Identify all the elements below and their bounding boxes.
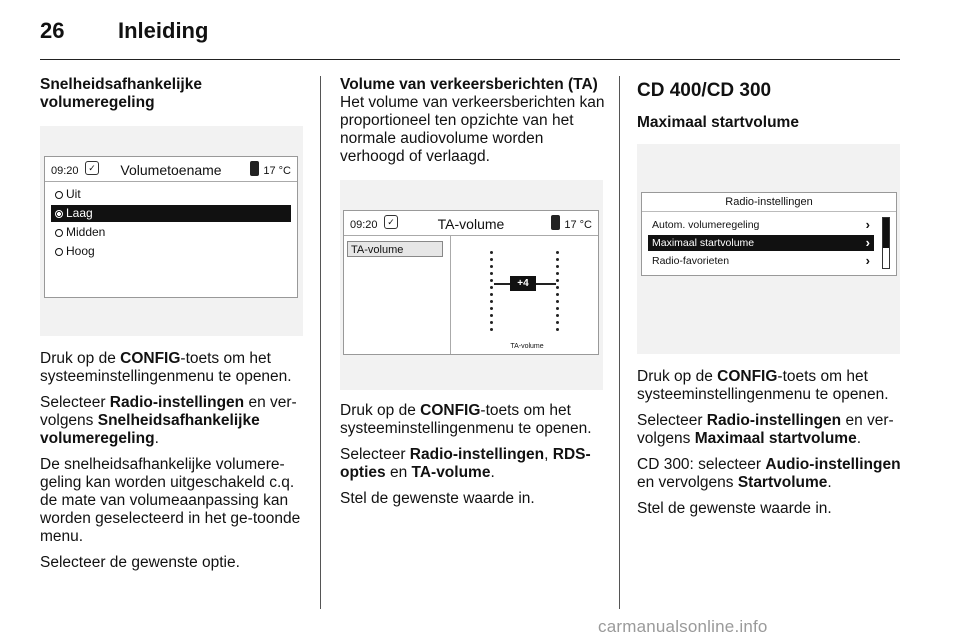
clock-icon: ✓ xyxy=(85,161,99,175)
slider-value[interactable]: +4 xyxy=(510,276,536,291)
paragraph-set: Stel de gewenste waarde in. xyxy=(340,490,535,507)
paragraph-choose: Selecteer de gewenste optie. xyxy=(40,554,240,571)
menu-item-ta-volume[interactable]: TA-volume xyxy=(347,241,443,257)
chevron-right-icon: › xyxy=(865,217,870,232)
page-header xyxy=(40,18,900,58)
option-label: Uit xyxy=(66,187,81,201)
option-label: Midden xyxy=(66,225,106,239)
option-label: Hoog xyxy=(66,244,95,258)
thermometer-icon xyxy=(551,215,560,230)
radio-selected-icon xyxy=(55,210,63,218)
figure-volumetoename xyxy=(40,126,303,336)
scale-left xyxy=(490,251,493,335)
menu-item-radio-favorieten[interactable] xyxy=(648,253,874,269)
clock-time: 09:20 xyxy=(350,219,378,231)
paragraph-select: Selecteer Radio-instellingen en ver-volgens Maximaal startvolume. xyxy=(637,412,894,447)
paragraph-set: Stel de gewenste waarde in. xyxy=(637,500,832,517)
figure-ta-volume xyxy=(340,180,603,390)
radio-icon xyxy=(55,248,63,256)
slider-caption: TA-volume xyxy=(510,343,544,350)
option-hoog[interactable] xyxy=(51,243,291,260)
screen-volumetoename xyxy=(44,156,298,298)
menu-item-label: Radio-favorieten xyxy=(652,255,730,267)
paragraph-config: Druk op de CONFIG-toets om het systeeminstellingenmenu te openen. xyxy=(40,350,292,385)
section-heading: Snelheidsafhankelijke volumeregeling xyxy=(40,76,202,111)
paragraph-intro: Het volume van verkeersberichten kan proportioneel ten opzichte van het normale audiovolume worden verhoogd of verlaagd. xyxy=(340,94,605,165)
paragraph-select: Selecteer Radio-instellingen en ver-volgens Snelheidsafhankelijke volumeregeling. xyxy=(40,394,297,447)
scrollbar-thumb[interactable] xyxy=(883,218,889,248)
menu-item-maximaal-startvolume[interactable] xyxy=(648,235,874,251)
option-midden[interactable] xyxy=(51,224,291,241)
menu-item-label: Maximaal startvolume xyxy=(652,237,755,249)
section-heading: Volume van verkeersberichten (TA) xyxy=(340,76,598,93)
radio-icon xyxy=(55,191,63,199)
clock-time: 09:20 xyxy=(51,165,79,177)
paragraph-select: Selecteer Radio-instellingen, RDS-opties en TA-volume. xyxy=(340,446,591,481)
temperature: 17 °C xyxy=(263,165,291,177)
left-panel xyxy=(344,236,451,354)
watermark: carmanualsonline.info xyxy=(598,617,768,636)
section-heading: CD 400/CD 300 xyxy=(637,80,772,101)
screen-title: Volumetoename xyxy=(120,162,222,178)
column-1 xyxy=(40,76,305,580)
page-number: 26 xyxy=(40,18,65,43)
option-label: Laag xyxy=(66,206,93,220)
paragraph-description: De snelheidsafhankelijke volumere-geling kan worden uitgeschakeld c.q. de mate van volumeaanpassing kan worden geselecteerd in het ge-toonde menu. xyxy=(40,456,301,545)
radio-icon xyxy=(55,229,63,237)
option-uit[interactable] xyxy=(51,186,291,203)
screen-title: Radio-instellingen xyxy=(642,193,896,212)
menu-item-autom-volumeregeling[interactable] xyxy=(648,217,874,233)
screen-status-bar xyxy=(45,157,297,182)
screen-status-bar xyxy=(344,211,598,236)
column-divider-1 xyxy=(320,76,321,609)
header-rule xyxy=(40,59,900,60)
menu-item-label: Autom. volumeregeling xyxy=(652,219,760,231)
paragraph-config: Druk op de CONFIG-toets om het systeeminstellingenmenu te openen. xyxy=(637,368,889,403)
clock-icon: ✓ xyxy=(384,215,398,229)
scale-right xyxy=(556,251,559,335)
figure-radio-instellingen xyxy=(637,144,900,354)
temperature: 17 °C xyxy=(564,219,592,231)
chevron-right-icon: › xyxy=(865,235,870,250)
subheading: Maximaal startvolume xyxy=(637,114,799,131)
option-laag[interactable] xyxy=(51,205,291,222)
chapter-title: Inleiding xyxy=(118,18,209,43)
column-divider-2 xyxy=(619,76,620,609)
scrollbar[interactable] xyxy=(882,217,890,269)
screen-radio-instellingen xyxy=(641,192,897,276)
thermometer-icon xyxy=(250,161,259,176)
paragraph-config: Druk op de CONFIG-toets om het systeeminstellingenmenu te openen. xyxy=(340,402,592,437)
screen-ta-volume xyxy=(343,210,599,355)
screen-title: TA-volume xyxy=(437,216,505,232)
column-2 xyxy=(340,76,605,516)
column-3 xyxy=(637,76,902,526)
paragraph-cd300: CD 300: selecteer Audio-instellingen en vervolgens Startvolume. xyxy=(637,456,901,491)
chevron-right-icon: › xyxy=(865,253,870,268)
